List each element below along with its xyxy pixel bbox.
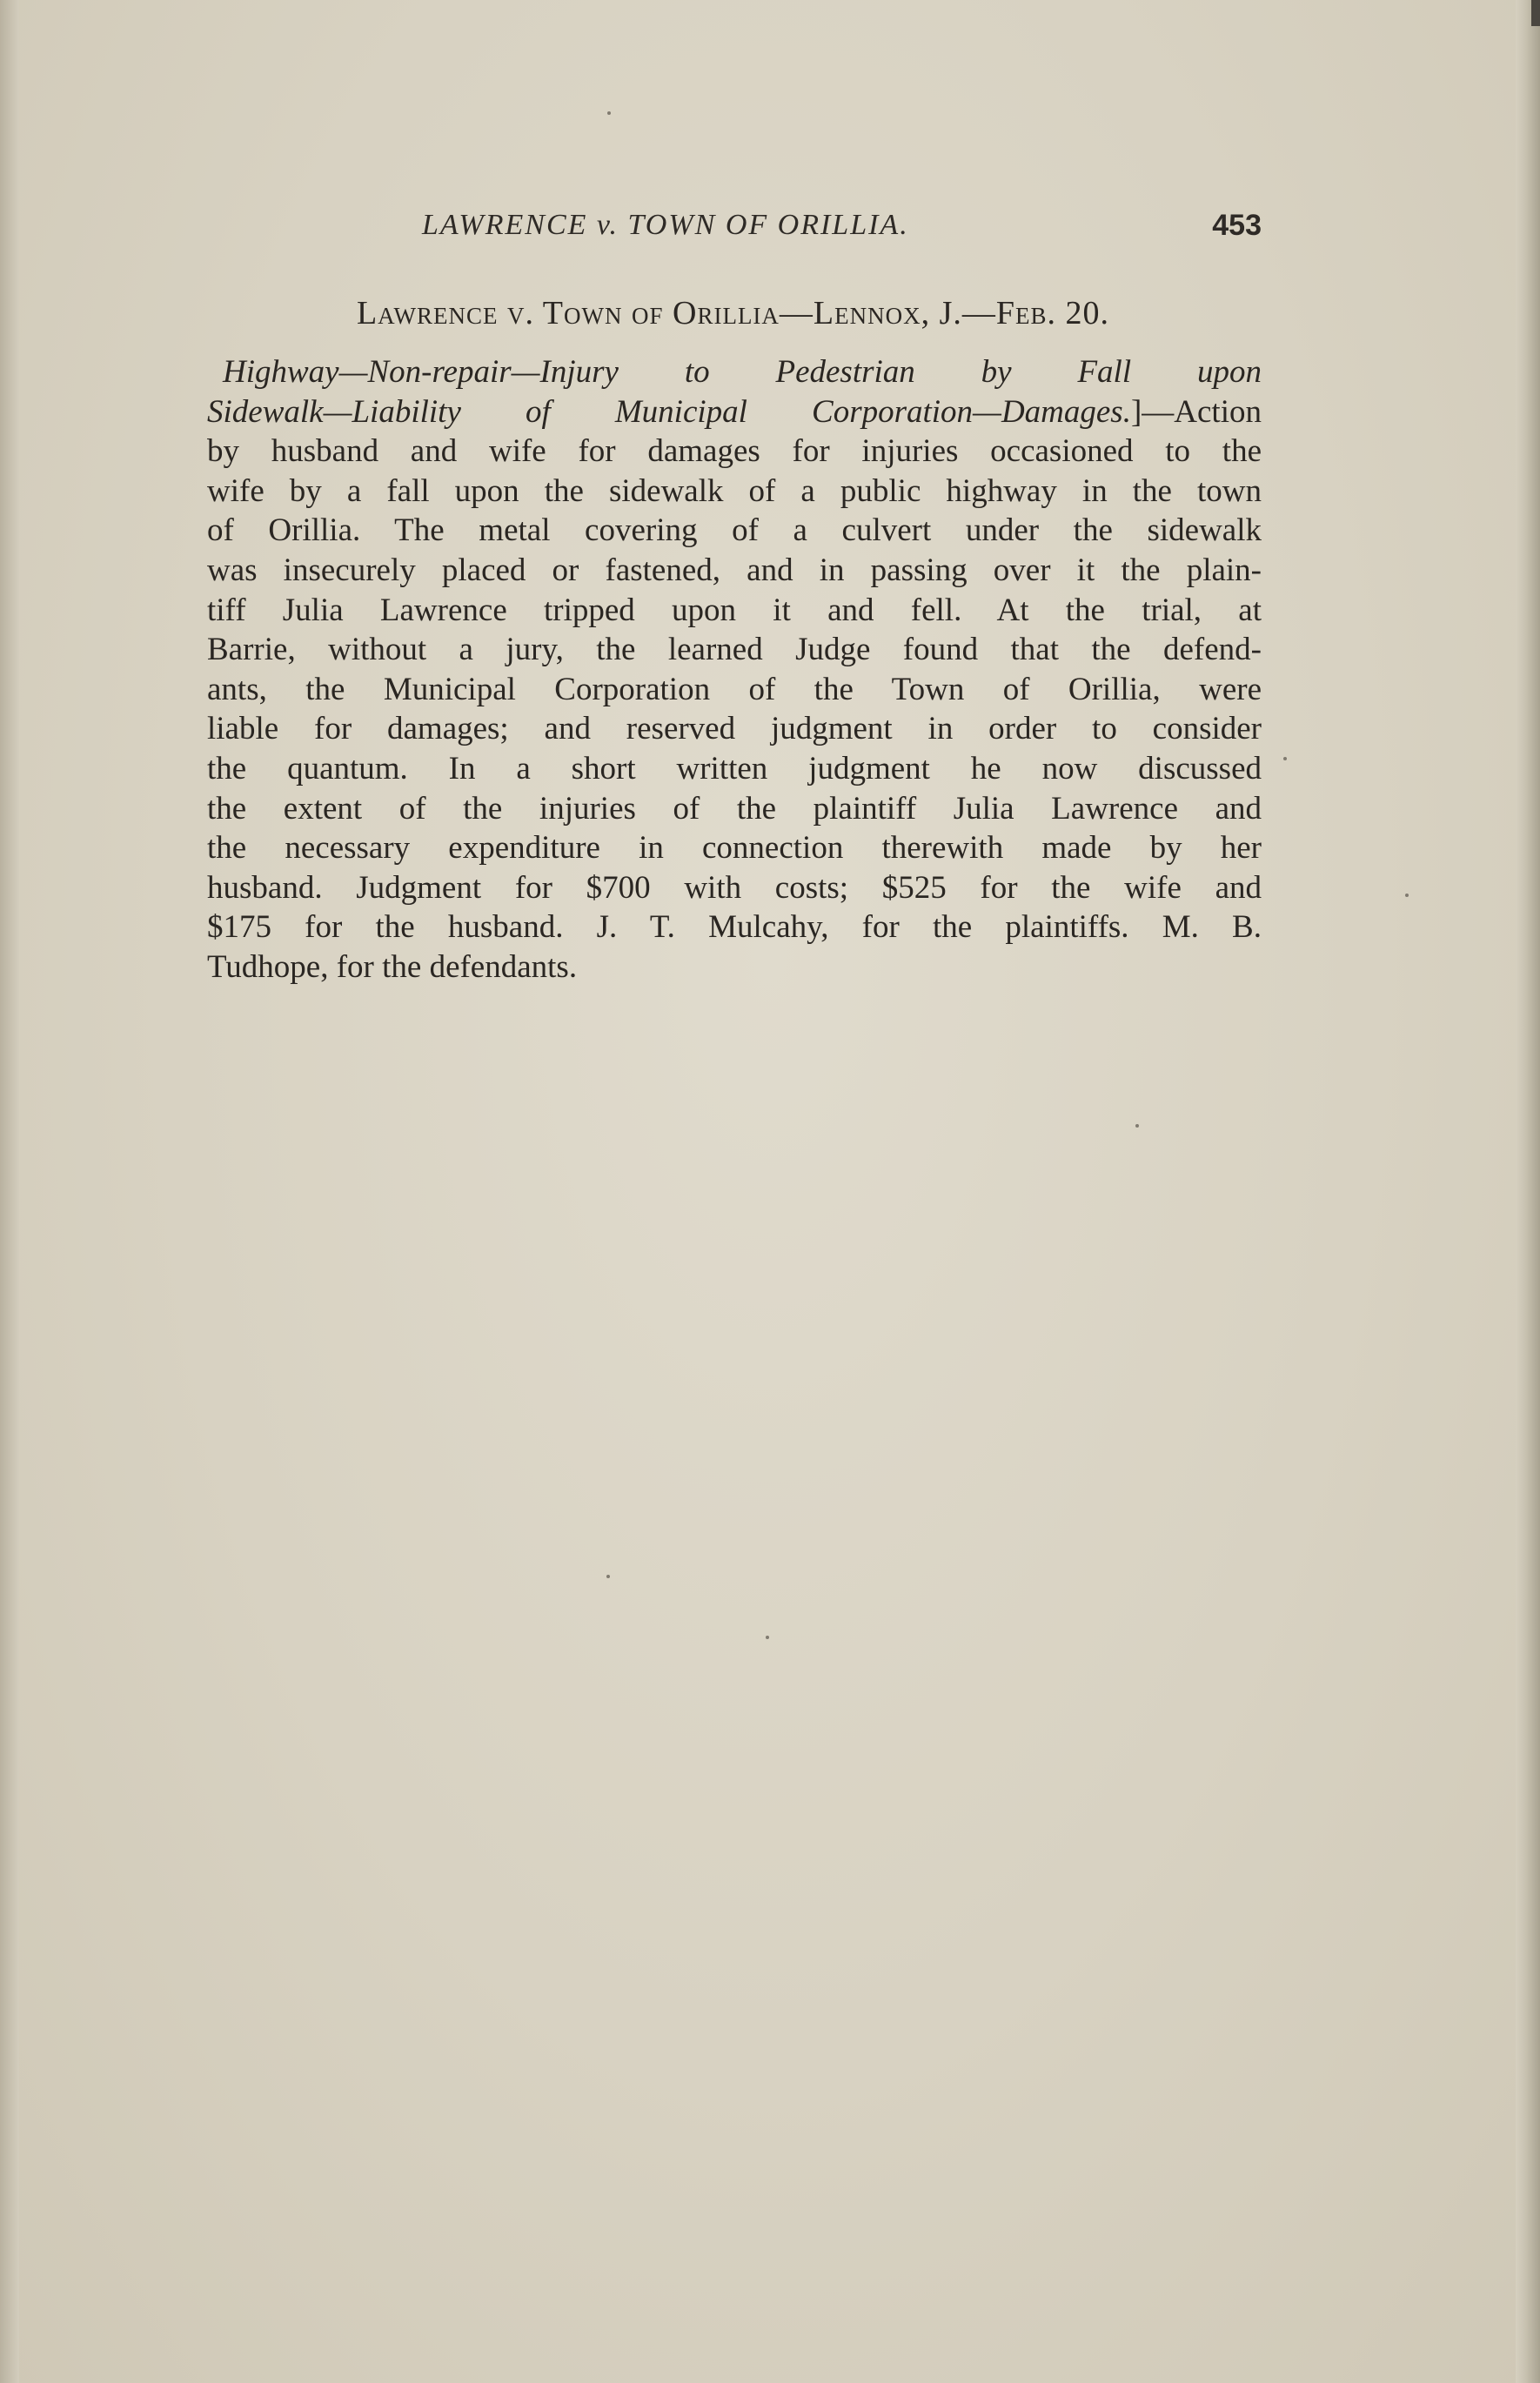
- headnote-italic: Highway—Non-repair—Injury to Pedestrian by Fall upon: [223, 354, 1262, 390]
- body-line: [207, 392, 1262, 432]
- body-line: [207, 352, 1262, 392]
- body-line: the quantum. In a short written judgment he now discussed: [207, 750, 1262, 787]
- paper-speck: [1135, 1124, 1139, 1128]
- running-title: LAWRENCE v. TOWN OF ORILLIA.: [422, 209, 909, 241]
- body-line: was insecurely placed or fastened, and in passing over it the plain-: [207, 552, 1262, 588]
- body-line: the necessary expenditure in connection therewith made by her: [207, 830, 1262, 867]
- page-number: 453: [1212, 209, 1262, 242]
- page-left-edge: [0, 0, 19, 2383]
- body-line: husband. Judgment for $700 with costs; $525 for the wife and: [207, 869, 1262, 906]
- body-line: tiff Julia Lawrence tripped upon it and fell. At the trial, at: [207, 592, 1262, 628]
- body-line: wife by a fall upon the sidewalk of a public highway in the town: [207, 472, 1262, 509]
- corner-mark: [1531, 0, 1540, 26]
- case-heading: Lawrence v. Town of Orillia—Lennox, J.—Feb. 20.: [356, 295, 1110, 331]
- body-line: by husband and wife for damages for injuries occasioned to the: [207, 433, 1262, 470]
- headnote-tail: ]—Action: [1130, 393, 1262, 430]
- body-line: Tudhope, for the defendants.: [207, 948, 578, 985]
- running-head: [204, 209, 1262, 252]
- paper-speck: [607, 111, 611, 115]
- paper-speck: [606, 1575, 610, 1578]
- body-line: of Orillia. The metal covering of a culvert under the sidewalk: [207, 512, 1262, 549]
- case-body: [207, 352, 1262, 987]
- paper-speck: [1283, 757, 1287, 760]
- body-line: Barrie, without a jury, the learned Judge found that the defend-: [207, 632, 1262, 668]
- body-line: ants, the Municipal Corporation of the Town of Orillia, were: [207, 671, 1262, 707]
- headnote-italic: Sidewalk—Liability of Municipal Corporation—Damages.: [207, 393, 1131, 430]
- paper-speck: [766, 1636, 769, 1639]
- body-line: liable for damages; and reserved judgment in order to consider: [207, 711, 1262, 747]
- page-right-edge: [1516, 0, 1540, 2383]
- body-line: $175 for the husband. J. T. Mulcahy, for the plaintiffs. M. B.: [207, 909, 1262, 946]
- paper-speck: [1405, 894, 1409, 897]
- body-line: the extent of the injuries of the plaintiff Julia Lawrence and: [207, 790, 1262, 827]
